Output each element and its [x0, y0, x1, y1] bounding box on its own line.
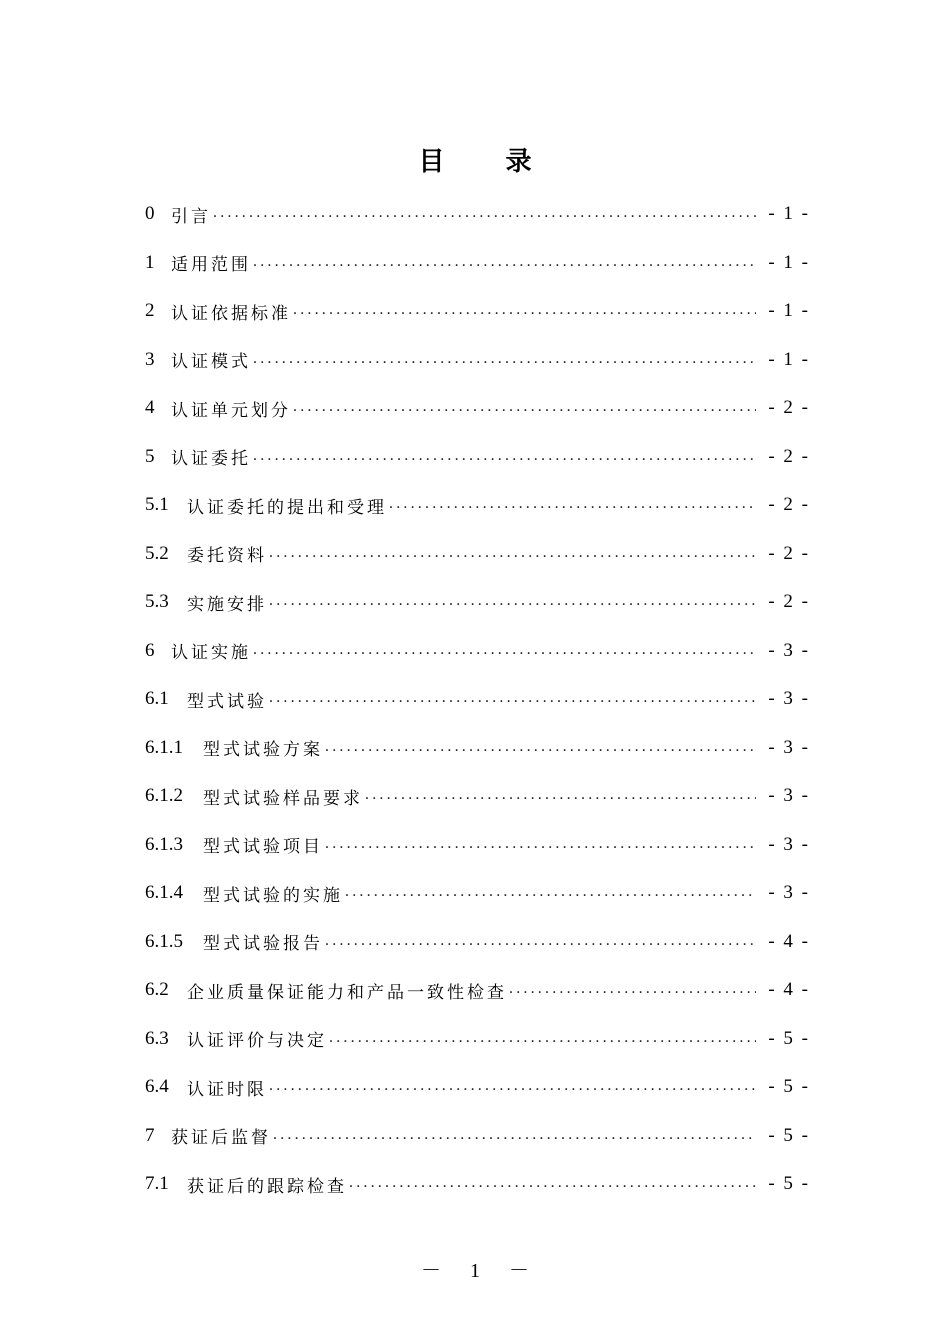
toc-entry-10[interactable]	[145, 675, 810, 724]
toc-entry-page: - 2 -	[768, 591, 810, 613]
toc-leader-dots	[345, 883, 756, 901]
toc-entry-19[interactable]	[145, 1112, 810, 1161]
toc-entry-label: 型式试验报告	[203, 934, 323, 955]
toc-entry-number: 7.1	[145, 1173, 169, 1195]
toc-entry-number: 6.1.3	[145, 833, 183, 855]
toc-leader-dots	[269, 544, 756, 562]
toc-leader-dots	[253, 641, 756, 659]
toc-entry-number: 7	[145, 1124, 155, 1146]
toc-entry-number: 4	[145, 397, 155, 419]
toc-entry-label: 获证后的跟踪检查	[187, 1176, 347, 1197]
toc-entry-17[interactable]	[145, 1015, 810, 1064]
toc-title: 目 录	[418, 147, 558, 177]
toc-entry-0[interactable]	[145, 190, 810, 239]
toc-entry-7[interactable]	[145, 530, 810, 579]
toc-entry-label: 型式试验	[187, 691, 267, 712]
toc-entry-12[interactable]	[145, 772, 810, 821]
toc-entry-16[interactable]	[145, 966, 810, 1015]
toc-entry-number: 1	[145, 251, 155, 273]
toc-leader-dots	[329, 1029, 756, 1047]
toc-entry-number: 6.1.5	[145, 930, 183, 952]
toc-entry-label: 认证评价与决定	[187, 1031, 327, 1052]
toc-entry-page: - 5 -	[768, 1173, 810, 1195]
toc-entry-18[interactable]	[145, 1063, 810, 1112]
toc-entry-number: 5.1	[145, 494, 169, 516]
toc-entry-number: 5	[145, 445, 155, 467]
toc-entry-page: - 2 -	[768, 494, 810, 516]
toc-entry-8[interactable]	[145, 578, 810, 627]
toc-leader-dots	[269, 689, 756, 707]
toc-entry-number: 0	[145, 203, 155, 225]
toc-entry-label: 认证委托的提出和受理	[187, 497, 387, 518]
toc-leader-dots	[325, 738, 756, 756]
toc-entry-label: 企业质量保证能力和产品一致性检查	[187, 982, 507, 1003]
toc-leader-dots	[269, 1077, 756, 1095]
toc-leader-dots	[509, 980, 756, 998]
toc-entry-number: 6.2	[145, 979, 169, 1001]
toc-entry-page: - 1 -	[768, 203, 810, 225]
page-number-footer: － 1 －	[421, 1260, 541, 1282]
toc-entry-page: - 3 -	[768, 785, 810, 807]
toc-entry-page: - 3 -	[768, 736, 810, 758]
toc-entry-label: 引言	[171, 206, 211, 227]
toc-entry-page: - 5 -	[768, 1124, 810, 1146]
toc-entry-page: - 3 -	[768, 882, 810, 904]
toc-entry-page: - 2 -	[768, 542, 810, 564]
toc-leader-dots	[389, 495, 756, 513]
toc-entry-15[interactable]	[145, 918, 810, 967]
toc-entry-number: 6.1	[145, 688, 169, 710]
toc-entry-label: 型式试验样品要求	[203, 788, 363, 809]
toc-leader-dots	[253, 350, 756, 368]
toc-entry-number: 6.1.4	[145, 882, 183, 904]
toc-leader-dots	[293, 398, 756, 416]
toc-entry-5[interactable]	[145, 433, 810, 482]
toc-entry-page: - 5 -	[768, 1027, 810, 1049]
toc-leader-dots	[325, 932, 756, 950]
toc-entry-number: 2	[145, 300, 155, 322]
toc-entry-label: 获证后监督	[171, 1128, 271, 1149]
toc-entry-label: 适用范围	[171, 255, 251, 276]
toc-entry-number: 5.3	[145, 591, 169, 613]
toc-entry-11[interactable]	[145, 724, 810, 773]
toc-entry-14[interactable]	[145, 869, 810, 918]
toc-entry-page: - 4 -	[768, 930, 810, 952]
toc-leader-dots	[273, 1126, 756, 1144]
toc-entry-label: 委托资料	[187, 546, 267, 567]
toc-leader-dots	[325, 835, 756, 853]
toc-entry-label: 认证依据标准	[171, 303, 291, 324]
toc-entry-label: 认证实施	[171, 643, 251, 664]
toc-entry-1[interactable]	[145, 239, 810, 288]
toc-entry-label: 认证时限	[187, 1079, 267, 1100]
toc-entry-label: 型式试验项目	[203, 837, 323, 858]
toc-entry-13[interactable]	[145, 821, 810, 870]
toc-entry-label: 认证模式	[171, 352, 251, 373]
toc-leader-dots	[253, 253, 756, 271]
toc-leader-dots	[253, 447, 756, 465]
toc-entry-label: 型式试验方案	[203, 740, 323, 761]
toc-entry-label: 型式试验的实施	[203, 885, 343, 906]
toc-entry-page: - 1 -	[768, 348, 810, 370]
toc-entry-number: 5.2	[145, 542, 169, 564]
toc-entry-20[interactable]	[145, 1160, 810, 1209]
toc-entry-2[interactable]	[145, 287, 810, 336]
toc-entry-number: 6.4	[145, 1076, 169, 1098]
toc-entry-page: - 3 -	[768, 639, 810, 661]
toc-entry-number: 6	[145, 639, 155, 661]
toc-entry-page: - 3 -	[768, 688, 810, 710]
toc-entry-number: 3	[145, 348, 155, 370]
toc-entry-number: 6.1.1	[145, 736, 183, 758]
toc-entry-page: - 1 -	[768, 251, 810, 273]
toc-entry-9[interactable]	[145, 627, 810, 676]
toc-leader-dots	[349, 1174, 756, 1192]
toc-entry-number: 6.1.2	[145, 785, 183, 807]
toc-entry-label: 认证单元划分	[171, 400, 291, 421]
toc-entry-4[interactable]	[145, 384, 810, 433]
toc-entry-label: 认证委托	[171, 449, 251, 470]
toc-leader-dots	[213, 204, 756, 222]
toc-entry-page: - 2 -	[768, 445, 810, 467]
toc-entry-page: - 3 -	[768, 833, 810, 855]
toc-leader-dots	[269, 592, 756, 610]
toc-entry-page: - 1 -	[768, 300, 810, 322]
toc-entry-page: - 2 -	[768, 397, 810, 419]
toc-leader-dots	[293, 301, 756, 319]
table-of-contents	[145, 190, 810, 1209]
toc-entry-3[interactable]	[145, 336, 810, 385]
toc-entry-label: 实施安排	[187, 594, 267, 615]
toc-entry-number: 6.3	[145, 1027, 169, 1049]
toc-leader-dots	[365, 786, 756, 804]
toc-entry-page: - 5 -	[768, 1076, 810, 1098]
toc-entry-page: - 4 -	[768, 979, 810, 1001]
toc-entry-6[interactable]	[145, 481, 810, 530]
